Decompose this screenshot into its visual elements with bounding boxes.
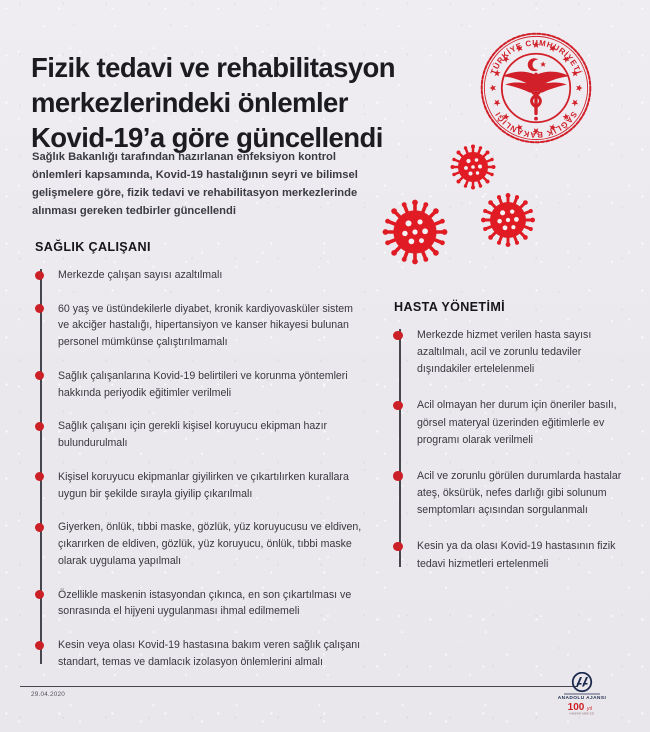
subtitle-line-4: alınması gereken tedbirler güncellendi: [32, 205, 236, 218]
list-item-text: Merkezde çalışan sayısı azaltılmalı: [58, 269, 223, 281]
bullet-dot-icon: [393, 401, 403, 411]
bullet-dot-icon: [35, 422, 44, 431]
list-item: [417, 327, 630, 378]
agency-name-text: ANADOLU AJANSI: [557, 696, 607, 701]
bullet-dot-icon: [393, 542, 403, 552]
bullet-dot-icon: [35, 472, 44, 481]
centenary-mark: [568, 702, 595, 716]
list-item-text: Sağlık çalışanlarına Kovid-19 belirtileri ve korunma yöntemleri hakkında periyodik eğitimler verilmeli: [58, 369, 348, 399]
list-item: [58, 519, 366, 569]
list-item-text: Kesin veya olası Kovid-19 hastasına bakım veren sağlık çalışanı standart, temas ve damlacık izolasyon önlemlerini almalı: [58, 639, 361, 668]
bullet-dot-icon: [393, 331, 403, 341]
list-item-text: Acil olmayan her durum için öneriler basılı, görsel materyal üzerinden eğitimlerle ev programı olarak verilmeli: [417, 399, 617, 446]
centenary-number: 100: [567, 702, 585, 713]
section-title-health-worker: SAĞLIK ÇALIŞANI: [35, 240, 151, 254]
footer-divider: [20, 686, 578, 687]
bullet-dot-icon: [393, 471, 403, 481]
list-item: [58, 469, 366, 502]
centenary-label: yıl: [587, 706, 592, 712]
bullet-dot-icon: [35, 304, 44, 313]
list-item-text: Giyerken, önlük, tıbbi maske, gözlük, yüz koruyucusu ve eldiven, çıkarırken de eldiven, gözlük, yüz koruyucu, önlük, tıbbi maske olarak uygulama yapılmalı: [58, 521, 362, 567]
list-item: [417, 397, 630, 448]
list-item: [58, 418, 366, 451]
bullet-dot-icon: [35, 523, 44, 532]
section-health-worker: [31, 240, 366, 670]
emblem-text-top: TÜRKİYE CUMHURİYETİ: [488, 38, 584, 76]
list-item: [58, 368, 366, 401]
bullet-dot-icon: [35, 271, 44, 280]
section-title-patient-management: HASTA YÖNETİMİ: [394, 300, 506, 314]
page-title: [31, 51, 461, 155]
emblem-text-bottom: SAĞLIK BAKANLIĞI: [493, 109, 579, 140]
bullet-dot-icon: [35, 371, 44, 380]
subtitle-line-1: Sağlık Bakanlığı tarafından hazırlanan enfeksiyon kontrol: [32, 151, 337, 163]
headline-line-1: Fizik tedavi ve rehabilitasyon: [31, 52, 396, 84]
bullet-dot-icon: [35, 590, 44, 599]
list-item: [58, 587, 366, 620]
list-item-text: Acil ve zorunlu görülen durumlarda hastalar ateş, öksürük, nefes darlığı gibi solunum semptomları açısından sorgulanmalı: [417, 469, 622, 517]
list-item-text: Kesin ya da olası Kovid-19 hastasının fizik tedavi hizmetleri ertelenmeli: [417, 540, 616, 570]
list-item: [417, 538, 630, 572]
virus-particle-medium-right: [478, 190, 538, 255]
list-item: [58, 301, 366, 351]
list-item: [58, 637, 366, 670]
timeline-patient-management: [390, 327, 630, 573]
bullet-dot-icon: [35, 641, 44, 650]
timeline-health-worker: [31, 267, 366, 670]
list-item-text: Sağlık çalışanı için gerekli kişisel koruyucu ekipman hazır bulundurulmalı: [58, 420, 328, 450]
subtitle-line-3: gelişmelere göre, fizik tedavi ve rehabilitasyon merkezlerinde: [32, 187, 358, 200]
subtitle-line-2: önlemleri kapsamında, Kovid-19 hastalığının seyri ve bilimsel: [32, 169, 358, 182]
list-item-text: Özellikle maskenin istasyondan çıkınca, en son çıkartılması ve sonrasında el hijyeni uygulanması ihmal edilmemeli: [58, 588, 352, 618]
list-item-text: 60 yaş ve üstündekilerle diyabet, kronik kardiyovasküler sistem ve akciğer hastalığı, hipertansiyon ve kanser hikayesi bulunan personel mümkünse çalıştırılmamalı: [58, 302, 353, 349]
list-item: [58, 267, 366, 284]
turkish-ministry-of-health-emblem: [477, 29, 595, 147]
list-item-text: Merkezde hizmet verilen hasta sayısı azaltılmalı, acil ve zorunlu tedaviler dışındakiler ertelelenmeli: [417, 329, 592, 376]
headline-line-3: Kovid-19’a göre güncellendi: [31, 121, 383, 153]
headline-line-2: merkezlerindeki önlemler: [31, 87, 348, 119]
section-patient-management: [390, 300, 630, 592]
centenary-subtext: HABERİN MERKEZİ: [569, 713, 595, 716]
anadolu-agency-logo: [546, 672, 618, 718]
aa-monogram-icon: [573, 673, 592, 692]
publication-date: 29.04.2020: [31, 691, 65, 698]
list-item: [417, 468, 630, 519]
list-item-text: Kişisel koruyucu ekipmanlar giyilirken ve çıkartılırken kurallara uygun bir şekilde sırayla giyilip çıkarılmalı: [58, 470, 349, 500]
subtitle: [32, 148, 396, 221]
